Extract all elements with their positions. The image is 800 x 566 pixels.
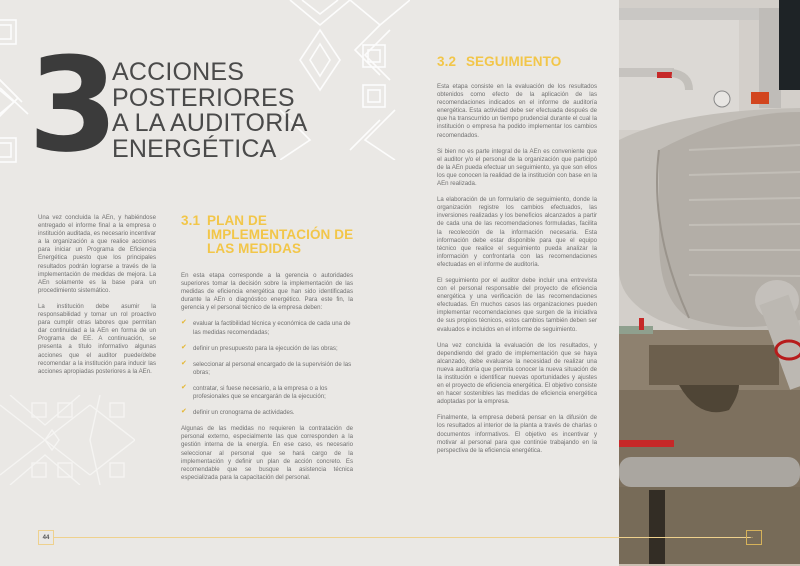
section-3-1-closing: Algunas de las medidas no requieren la contratación de personal externo, especialmente las que corresponden a la gestión interna de la energía. En ese caso, es necesario seleccionar al personal que se hará cargo de la implementación y definir un plan de acción concreto. Es recomendable que se busque la asistencia técnica especializada para la capacitación del personal. <box>181 425 353 481</box>
checklist-item <box>181 361 353 377</box>
section-title-line: IMPLEMENTACIÓN DE <box>207 227 354 242</box>
checklist-item <box>181 385 353 401</box>
section-3-2-paragraph: La elaboración de un formulario de seguimiento, donde la organización registre los cambios efectuados, las inversiones realizadas y los beneficios alcanzados a partir de cada una de las recomendaciones formuladas, facilita la recolección de la información necesaria. Esta información debe estar disponible para que el equipo técnico que realice el seguimiento pueda analizar la información y confrontarla con las recomendaciones efectuadas en el informe de auditoría. <box>437 196 597 268</box>
chapter-title-line: ENERGÉTICA <box>112 134 277 163</box>
chapter-title-line: POSTERIORES <box>112 83 295 112</box>
checklist-item <box>181 409 353 417</box>
check-icon: ✔ <box>181 343 187 351</box>
section-title <box>207 214 367 256</box>
check-icon: ✔ <box>181 383 187 391</box>
section-number: 3.1 <box>181 213 201 228</box>
checklist-item <box>181 345 353 353</box>
intro-paragraph: Una vez concluida la AEn, y habiéndose entregado el informe final a la empresa o institución auditada, es necesario incentivar a la organización a que realice acciones para iniciar un Programa de Eficiencia Energética puesto que los principales resultados podrán lograrse a través de la implementación de medidas de mejora. La AEn solamente es la base para un procedimiento sistemático. <box>38 214 156 294</box>
chapter-number: 3 <box>28 29 115 181</box>
section-title-line: PLAN DE <box>207 213 267 228</box>
section-3-2-body <box>437 83 597 463</box>
check-icon: ✔ <box>181 319 187 327</box>
page-number-left: 44 <box>38 530 54 545</box>
chapter-title-line: A LA AUDITORÍA <box>112 109 308 137</box>
checklist-item <box>181 320 353 336</box>
check-icon: ✔ <box>181 408 187 416</box>
intro-paragraph: La institución debe asumir la responsabilidad y tomar un rol proactivo para cumplir otras labores que permitan dar continuidad a la AEn en forma de un Programa de EE. A continuación, se presenta a título informativo algunas acciones que el auditor puede/debe recomendar a la institución para inducir las acciones apropiadas posteriores a la AEn. <box>38 302 156 375</box>
section-number: 3.2 <box>437 54 457 69</box>
checklist-item-text: contratar, si fuese necesario, a la empresa o a los profesionales que se encargarán de la ejecución; <box>193 384 328 401</box>
action-checklist <box>181 320 353 417</box>
section-3-2-paragraph: Finalmente, la empresa deberá pensar en la difusión de los resultados al interior de la planta a través de charlas o documentos informativos. El objetivo es incentivar y motivar al personal para que continúe trabajando en la perspectiva de la eficiencia energética. <box>437 414 597 454</box>
checklist-item-text: seleccionar al personal encargado de la supervisión de las obras; <box>193 360 352 376</box>
checklist-item-text: evaluar la factibilidad técnica y económica de cada una de las medidas recomendadas; <box>193 320 351 336</box>
check-icon: ✔ <box>181 359 187 367</box>
section-title: SEGUIMIENTO <box>465 54 562 69</box>
section-3-1-intro: En esta etapa corresponde a la gerencia o autoridades superiores tomar la decisión sobre la implementación de las medidas de eficiencia energética que han sido identificadas durante la AEn o diagnóstico energético. Para este fin, la gerencia y el personal técnico de la empresa deben: <box>181 272 353 312</box>
footer-rule <box>53 537 753 538</box>
section-3-2-paragraph: Esta etapa consiste en la evaluación de los resultados obtenidos como efecto de la aplicación de las recomendaciones indicados en el informe de auditoría energética. Esta actividad debe ser efectuada después de que ha transcurrido un tiempo prudencial durante el cual la institución o empresa ha podido implementar los cambios recomendados. <box>437 83 597 139</box>
decorative-pattern-bottom-left <box>0 395 135 485</box>
section-3-2-heading <box>437 55 561 69</box>
section-3-2-paragraph: Si bien no es parte integral de la AEn es conveniente que el auditor y/o el personal de la organización que participó de la AEn pueda efectuar un seguimiento, ya que son ellos los que conocen la realidad de la institución con base en la AEn realizada. <box>437 147 597 188</box>
insulated-tank-photo <box>619 0 800 564</box>
intro-column <box>38 214 156 384</box>
chapter-title-line: ACCIONES <box>112 58 245 86</box>
checklist-item-text: definir un presupuesto para la ejecución de las obras; <box>193 344 338 352</box>
decorative-pattern-top-left <box>0 10 30 170</box>
chapter-title <box>112 60 307 162</box>
section-3-1-body <box>181 272 353 490</box>
section-3-2-paragraph: El seguimiento por el auditor debe incluir una entrevista con el personal responsable del proyecto de eficiencia energética y una verificación de las recomendaciones efectuadas. En muchos casos las organizaciones pueden implementar recomendaciones que surgen de la iniciativa de sus propios técnicos, estos cambios también deben ser evaluados e incluidos en el informe de seguimiento. <box>437 276 597 333</box>
checklist-item-text: definir un cronograma de actividades. <box>193 409 295 417</box>
page-number-right: 45 <box>746 530 762 545</box>
section-3-2-paragraph: Una vez concluida la evaluación de los resultados, y dependiendo del grado de implementación que se haya alcanzado, debe evaluarse la necesidad de realizar una nueva auditoría que permita conocer la nueva situación de la institución e identificar nuevas oportunidades y ajustes en el proyecto de eficiencia energética. El objetivo consiste en hacer sostenibles las medidas de eficiencia energética adoptadas por la empresa. <box>437 341 597 406</box>
section-title-line: LAS MEDIDAS <box>207 241 302 256</box>
